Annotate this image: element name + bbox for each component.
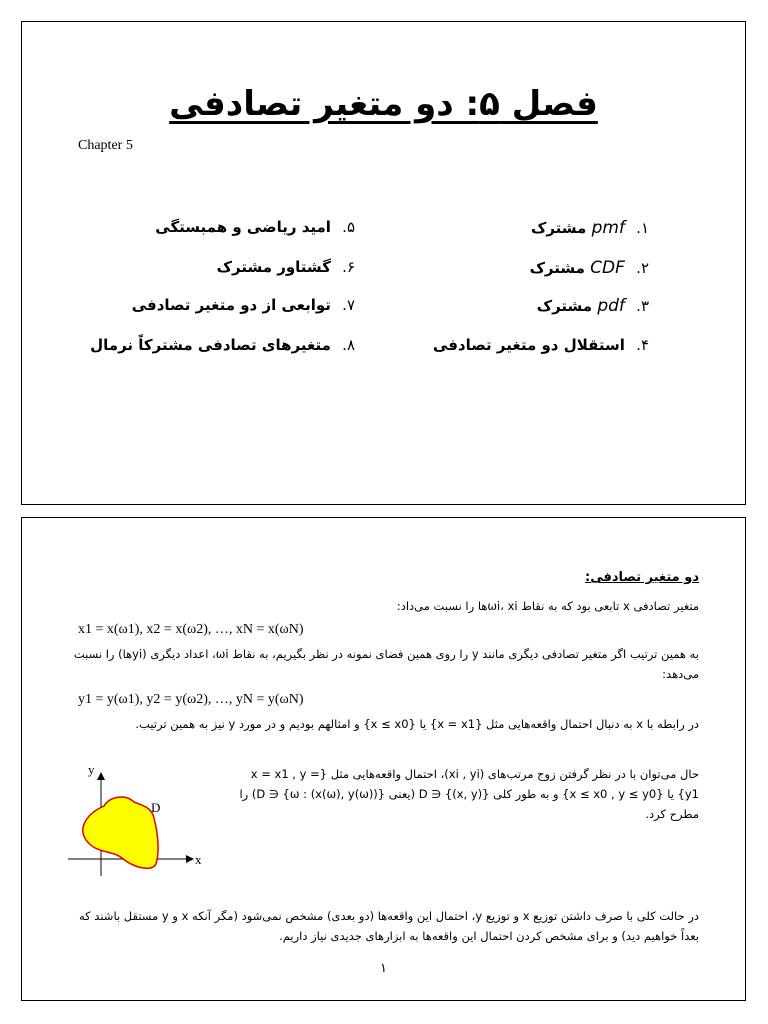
toc-number: ۵. bbox=[342, 218, 355, 236]
paragraph-2: به همین ترتیب اگر متغیر تصادفی دیگری مانند y را روی همین فضای نمونه در نظر بگیریم، به نقاط ωi، اعداد دیگری (yiها) را نسبت می‌دهد: bbox=[73, 647, 699, 681]
toc-item-8 bbox=[90, 336, 355, 354]
toc-item-7 bbox=[132, 296, 355, 314]
toc-text: توابعی از دو متغیر تصادفی bbox=[131, 296, 331, 314]
x-axis-label: x bbox=[195, 852, 202, 867]
page-title: فصل ۵: دو متغیر تصادفی bbox=[169, 84, 598, 124]
slide-2 bbox=[21, 517, 746, 1001]
toc-latin: CDF bbox=[590, 258, 625, 278]
x-axis-arrow-icon bbox=[186, 855, 194, 863]
toc-text: متغیرهای تصادفی مشترکاً نرمال bbox=[90, 336, 331, 354]
region-diagram bbox=[62, 758, 202, 878]
region-label: D bbox=[151, 800, 161, 815]
toc-text: امید ریاضی و همبستگی bbox=[155, 218, 331, 236]
paragraph-5: در حالت کلی با صرف داشتن توزیع x و توزیع y، احتمال این واقعه‌ها (دو بعدی) مشخص نمی‌شود (مگر آنکه x و y مستقل باشند که بعداً خواهیم دید) و برای مشخص کردن احتمال این واقعه‌ها به ابزارهای جدیدی نیاز داریم. bbox=[79, 909, 699, 943]
toc-latin: pmf bbox=[591, 218, 625, 238]
y-axis-arrow-icon bbox=[97, 772, 105, 780]
toc-text: گشتاور مشترک bbox=[216, 258, 331, 276]
page-number: ۱ bbox=[380, 961, 387, 976]
toc-item-1 bbox=[531, 218, 649, 238]
toc-latin: pdf bbox=[597, 296, 625, 316]
paragraph-4: حال می‌توان با در نظر گرفتن زوج مرتب‌های (xi , yi)، احتمال واقعه‌هایی مثل {x = x1 , y = y1} یا {x ≤ x0 , y ≤ y0} و به طور کلی {(x, y)} ∈ D (یعنی {ω : (x(ω), y(ω))} ∈ D) را مطرح کرد. bbox=[239, 767, 699, 821]
section-heading: دو متغیر تصادفی: bbox=[585, 570, 699, 585]
toc-number: ۳. bbox=[636, 297, 649, 315]
toc-number: ۲. bbox=[636, 259, 649, 277]
toc-number: ۸. bbox=[342, 336, 355, 354]
toc-item-3 bbox=[537, 296, 649, 316]
region-d bbox=[83, 797, 161, 868]
chapter-label: Chapter 5 bbox=[78, 138, 133, 153]
toc-text: استقلال دو متغیر تصادفی bbox=[432, 336, 625, 354]
toc-text: مشترک bbox=[536, 297, 593, 315]
equation-2: y1 = y(ω1), y2 = y(ω2), …, yN = y(ωN) bbox=[78, 692, 304, 707]
paragraph-1: متغیر تصادفی x تابعی بود که به نقاط ωi، xiها را نسبت می‌داد: bbox=[396, 599, 699, 613]
toc-number: ۴. bbox=[636, 336, 649, 354]
equation-1: x1 = x(ω1), x2 = x(ω2), …, xN = x(ωN) bbox=[78, 622, 304, 637]
toc-text: مشترک bbox=[529, 259, 585, 277]
toc-number: ۶. bbox=[342, 258, 355, 276]
y-axis-label: y bbox=[88, 762, 95, 777]
toc-number: ۱. bbox=[636, 219, 649, 237]
toc-item-2 bbox=[530, 258, 649, 278]
slide-1 bbox=[21, 21, 746, 505]
paragraph-3: در رابطه با x به دنبال احتمال واقعه‌هایی مثل {x = x1} یا {x ≤ x0} و امثالهم بودیم و در مورد y نیز به همین ترتیب. bbox=[135, 717, 699, 731]
toc-number: ۷. bbox=[342, 296, 355, 314]
toc-text: مشترک bbox=[530, 219, 587, 237]
toc-item-5 bbox=[155, 218, 355, 236]
toc-item-6 bbox=[217, 258, 355, 276]
toc-item-4 bbox=[433, 336, 649, 354]
